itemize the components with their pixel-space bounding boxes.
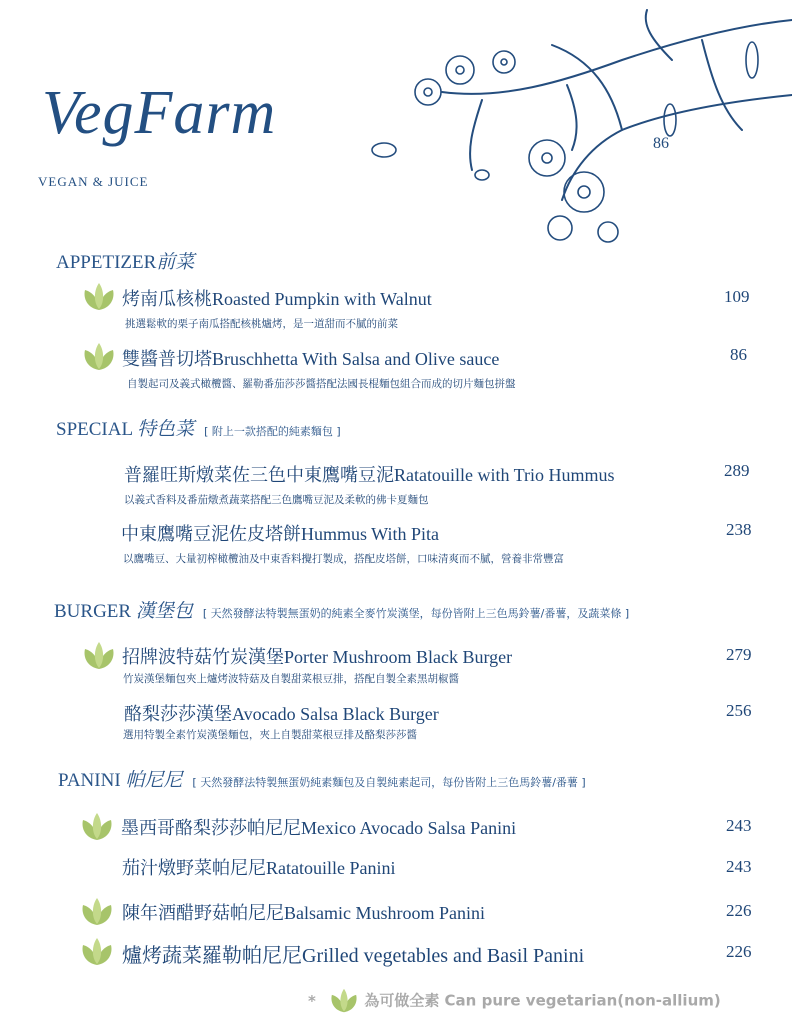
menu-item-description: 自製起司及義式橄欖醬、羅勒番茄莎莎醬搭配法國長棍麵包組合而成的切片麵包拼盤 xyxy=(127,378,516,390)
section-title-special: SPECIAL 特色菜 [ 附上一款搭配的純素麵包 ] xyxy=(56,419,341,440)
brand-tagline: VEGAN & JUICE xyxy=(38,174,149,189)
menu-item-name: 雙醬普切塔Bruschhetta With Salsa and Olive sauce xyxy=(122,349,500,369)
menu-item-description: 挑選鬆軟的栗子南瓜搭配核桃爐烤，是一道甜而不膩的前菜 xyxy=(125,318,398,330)
menu-item-price: 226 xyxy=(726,901,752,920)
menu-item-price: 279 xyxy=(726,645,752,664)
menu-item-price: 226 xyxy=(726,942,752,961)
menu-item-price: 289 xyxy=(724,461,750,480)
vegan-leaf-icon xyxy=(80,812,114,842)
menu-item-price: 243 xyxy=(726,816,752,835)
menu-item-price: 256 xyxy=(726,701,752,720)
menu-item-description: 以義式香料及番茄燉煮蔬菜搭配三色鷹嘴豆泥及柔軟的佛卡夏麵包 xyxy=(124,494,429,506)
page-number: 86 xyxy=(653,135,669,152)
vegan-leaf-icon xyxy=(82,641,116,671)
footer-text: 為可做全素 Can pure vegetarian(non-allium) xyxy=(364,991,721,1010)
menu-item-description: 選用特製全素竹炭漢堡麵包，夾上自製甜菜根豆排及酪梨莎莎醬 xyxy=(123,729,417,741)
section-title-appetizer: APPETIZER前菜 xyxy=(56,252,195,273)
vegan-leaf-icon xyxy=(80,897,114,927)
menu-item-name: 普羅旺斯燉菜佐三色中東鷹嘴豆泥Ratatouille with Trio Hummus xyxy=(124,465,615,485)
menu-item-name: 烤南瓜核桃Roasted Pumpkin with Walnut xyxy=(122,289,432,309)
footer-note xyxy=(308,988,721,1014)
menu-item-price: 86 xyxy=(730,345,747,364)
menu-item-name: 爐烤蔬菜羅勒帕尼尼Grilled vegetables and Basil Panini xyxy=(122,945,585,967)
menu-item-description: 竹炭漢堡麵包夾上爐烤波特菇及自製甜菜根豆排，搭配自製全素黑胡椒醬 xyxy=(123,673,459,685)
footer-star: * xyxy=(308,991,316,1010)
menu-item-name: 茄汁燉野菜帕尼尼Ratatouille Panini xyxy=(122,858,396,878)
menu-item-description: 以鷹嘴豆、大量初榨橄欖油及中東香料攪打製成，搭配皮塔餅，口味清爽而不膩，營養非常豐富 xyxy=(123,553,564,565)
menu-item-price: 238 xyxy=(726,520,752,539)
section-title-panini: PANINI 帕尼尼 [ 天然發酵法特製無蛋奶純素麵包及自製純素起司，每份皆附上三色馬鈴薯/番薯 ] xyxy=(58,770,586,791)
menu-item-name: 招牌波特菇竹炭漢堡Porter Mushroom Black Burger xyxy=(122,647,513,667)
menu-item-name: 墨西哥酪梨莎莎帕尼尼Mexico Avocado Salsa Panini xyxy=(121,818,517,838)
floral-illustration xyxy=(322,0,792,260)
vegan-leaf-icon xyxy=(80,937,114,967)
section-title-burger: BURGER 漢堡包 [ 天然發酵法特製無蛋奶的純素全麥竹炭漢堡，每份皆附上三色馬鈴薯/番薯，及蔬菜條 ] xyxy=(54,601,630,622)
brand-logo: VegFarm xyxy=(42,79,277,147)
vegan-leaf-icon xyxy=(329,988,359,1014)
menu-item-name: 酪梨莎莎漢堡Avocado Salsa Black Burger xyxy=(124,704,439,724)
menu-item-price: 109 xyxy=(724,287,750,306)
vegan-leaf-icon xyxy=(82,342,116,372)
vegan-leaf-icon xyxy=(82,282,116,312)
menu-item-price: 243 xyxy=(726,857,752,876)
menu-item-name: 中東鷹嘴豆泥佐皮塔餅Hummus With Pita xyxy=(121,524,439,544)
menu-item-name: 陳年酒醋野菇帕尼尼Balsamic Mushroom Panini xyxy=(122,903,485,923)
